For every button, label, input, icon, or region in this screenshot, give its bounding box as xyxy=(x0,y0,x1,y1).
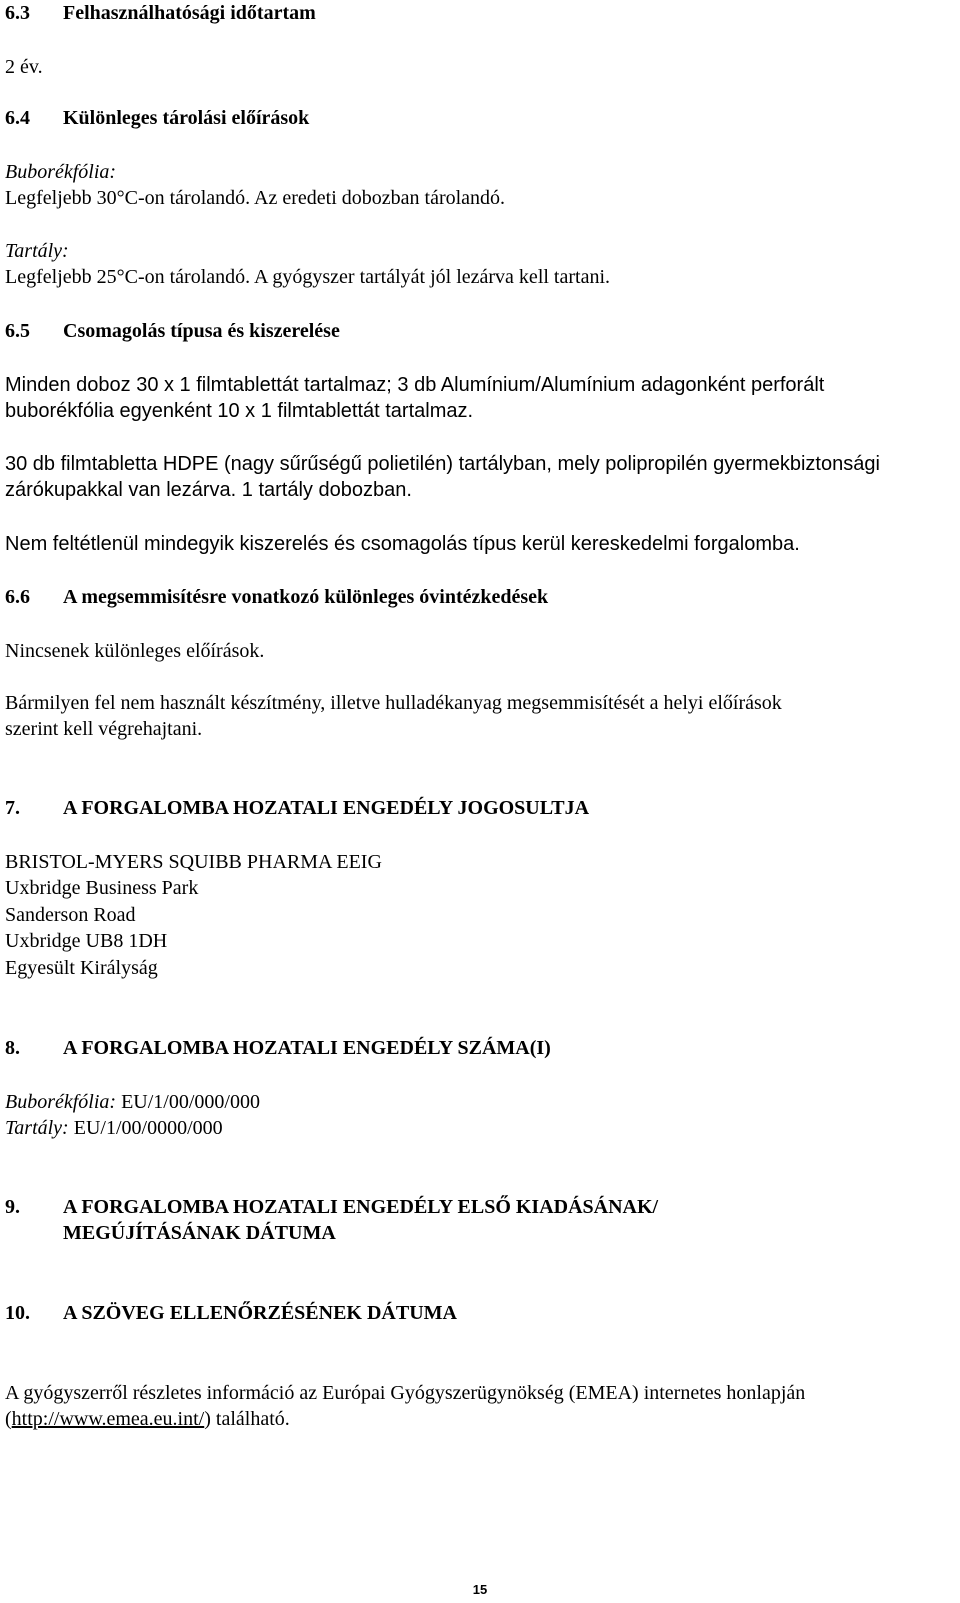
blister-label: Buborékfólia: xyxy=(5,161,117,183)
section-10-heading xyxy=(5,1300,457,1326)
info-line1: A gyógyszerről részletes információ az Európai Gyógyszerügynökség (EMEA) internetes honlapján xyxy=(5,1382,806,1404)
blister-label: Buborékfólia: xyxy=(5,1091,117,1113)
section-number: 6.3 xyxy=(5,2,30,24)
section-title: Különleges tárolási előírások xyxy=(63,107,310,129)
package-p2-line2: zárókupakkal van lezárva. 1 tartály dobozban. xyxy=(5,479,412,501)
package-p2-line1: 30 db filmtabletta HDPE (nagy sűrűségű polietilén) tartályban, mely polipropilén gyermekbiztonsági xyxy=(5,453,880,475)
page-number: 15 xyxy=(472,1582,488,1597)
holder-address-line: Uxbridge Business Park xyxy=(5,877,199,899)
container-label: Tartály: xyxy=(5,240,69,262)
section-number: 9. xyxy=(5,1196,20,1218)
section-title: A FORGALOMBA HOZATALI ENGEDÉLY SZÁMA(I) xyxy=(63,1037,551,1059)
shelf-life-text: 2 év. xyxy=(5,56,43,78)
info-tail: ) található. xyxy=(204,1408,290,1430)
section-9-heading-line2: MEGÚJÍTÁSÁNAK DÁTUMA xyxy=(63,1222,336,1244)
holder-address-line: Sanderson Road xyxy=(5,904,136,926)
package-p1-line1: Minden doboz 30 x 1 filmtablettát tartalmaz; 3 db Alumínium/Alumínium adagonként perforált xyxy=(5,374,825,396)
section-6-5-heading xyxy=(5,318,340,344)
section-number: 8. xyxy=(5,1037,20,1059)
section-title: A SZÖVEG ELLENŐRZÉSÉNEK DÁTUMA xyxy=(63,1302,457,1324)
holder-address-line: BRISTOL-MYERS SQUIBB PHARMA EEIG xyxy=(5,851,382,873)
section-7-heading xyxy=(5,795,589,821)
holder-address-line: Egyesült Királyság xyxy=(5,957,158,979)
section-title: A FORGALOMBA HOZATALI ENGEDÉLY JOGOSULTJA xyxy=(63,797,590,819)
section-number: 7. xyxy=(5,797,20,819)
container-label: Tartály: xyxy=(5,1117,69,1139)
disposal-p2-line1: Bármilyen fel nem használt készítmény, illetve hulladékanyag megsemmisítését a helyi előírások xyxy=(5,692,782,714)
section-6-3-heading xyxy=(5,0,316,26)
section-number: 10. xyxy=(5,1302,30,1324)
blister-storage-text: Legfeljebb 30°C-on tárolandó. Az eredeti dobozban tárolandó. xyxy=(5,187,506,209)
section-title: Csomagolás típusa és kiszerelése xyxy=(63,320,340,342)
info-line2 xyxy=(5,1406,290,1432)
container-storage-text: Legfeljebb 25°C-on tárolandó. A gyógyszer tartályát jól lezárva kell tartani. xyxy=(5,266,611,288)
container-authorisation-number xyxy=(5,1115,223,1141)
blister-number-value: EU/1/00/000/000 xyxy=(116,1091,260,1113)
section-number: 6.4 xyxy=(5,107,30,129)
package-p1-line2: buborékfólia egyenként 10 x 1 filmtablettát tartalmaz. xyxy=(5,400,474,422)
section-title: Felhasználhatósági időtartam xyxy=(63,2,316,24)
section-title: A megsemmisítésre vonatkozó különleges óvintézkedések xyxy=(63,586,549,608)
container-number-value: EU/1/00/0000/000 xyxy=(68,1117,223,1139)
holder-address-line: Uxbridge UB8 1DH xyxy=(5,930,168,952)
disposal-p2-line2: szerint kell végrehajtani. xyxy=(5,718,203,740)
section-6-6-heading xyxy=(5,584,548,610)
emea-website-link[interactable]: http://www.emea.eu.int/ xyxy=(11,1408,205,1430)
section-number: 6.5 xyxy=(5,320,30,342)
blister-authorisation-number xyxy=(5,1089,260,1115)
section-title: A FORGALOMBA HOZATALI ENGEDÉLY ELSŐ KIADÁSÁNAK/ xyxy=(63,1196,659,1218)
section-8-heading xyxy=(5,1035,551,1061)
section-6-4-heading xyxy=(5,105,309,131)
section-9-heading xyxy=(5,1194,658,1220)
section-number: 6.6 xyxy=(5,586,30,608)
package-p3: Nem feltétlenül mindegyik kiszerelés és csomagolás típus kerül kereskedelmi forgalomba. xyxy=(5,533,800,555)
paren-open: ( xyxy=(5,1408,12,1430)
disposal-p1: Nincsenek különleges előírások. xyxy=(5,640,265,662)
